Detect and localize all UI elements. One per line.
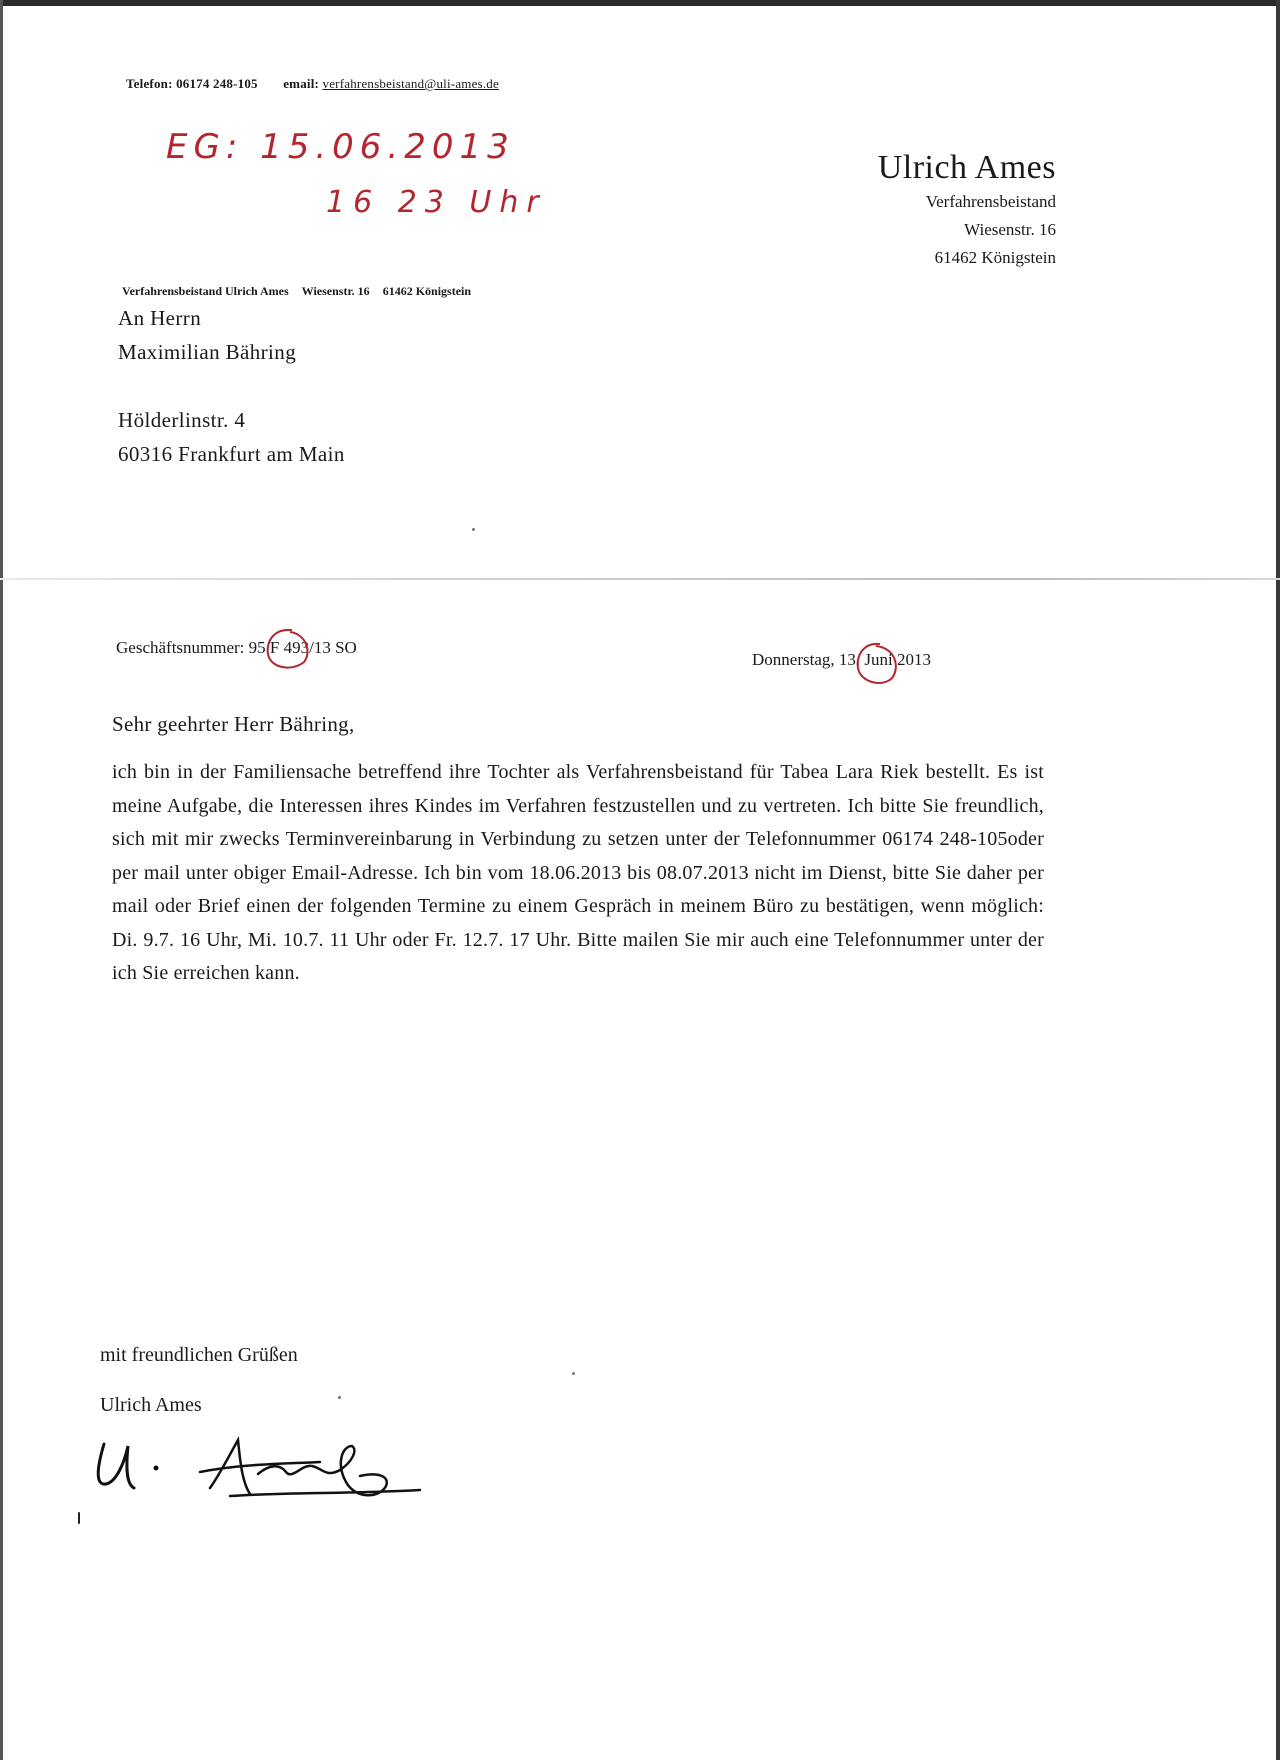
reference-label: Geschäftsnummer: <box>116 638 245 657</box>
return-address <box>122 284 471 299</box>
handwritten-signature <box>90 1424 430 1510</box>
handwritten-note <box>160 120 580 230</box>
scan-speck <box>472 528 475 531</box>
paper-fold-line <box>0 578 1280 580</box>
email-label: email: <box>283 76 320 91</box>
recipient-city: 60316 Frankfurt am Main <box>118 442 345 466</box>
handwritten-note-line1: EG: 15.06.2013 <box>166 127 515 167</box>
recipient-name: Maximilian Bähring <box>118 340 297 364</box>
greeting: Sehr geehrter Herr Bähring, <box>112 712 355 736</box>
letter-body: ich bin in der Familiensache betreffend ihre Tochter als Verfahrensbeistand für Tabea Lara Riek bestellt. Es ist meine Aufgabe, die Interessen ihres Kindes im Verfahren festzustellen und zu vertreten. Ich bitte Sie freundlich, sich mit mir zwecks Terminvereinbarung in Verbindung zu setzen unter der Telefonnummer 06174 248-105oder per mail unter obiger Email-Adresse. Ich bin vom 18.06.2013 bis 08.07.2013 nicht im Dienst, bitte Sie daher per mail oder Brief einen der folgenden Termine zu einem Gespräch in meinem Büro zu bestätigen, wenn möglich: Di. 9.7. 16 Uhr, Mi. 10.7. 11 Uhr oder Fr. 12.7. 17 Uhr. Bitte mailen Sie mir auch eine Telefonnummer unter der ich Sie erreichen kann. <box>112 761 1044 984</box>
return-name: Verfahrensbeistand Ulrich Ames <box>122 284 289 298</box>
reference-line <box>116 638 357 658</box>
scan-edge-top <box>0 0 1280 6</box>
sender-city: 61462 Königstein <box>934 248 1056 267</box>
signature-name: Ulrich Ames <box>100 1394 202 1416</box>
sender-title: Verfahrensbeistand <box>925 192 1056 211</box>
sender-name: Ulrich Ames <box>877 149 1056 186</box>
scan-speck <box>572 1372 575 1375</box>
return-street: Wiesenstr. 16 <box>301 284 370 298</box>
recipient-street: Hölderlinstr. 4 <box>118 408 246 432</box>
email-link[interactable]: verfahrensbeistand@uli-ames.de <box>322 76 499 91</box>
scan-speck <box>338 1396 341 1399</box>
letter-date: Donnerstag, 13. Juni 2013 <box>752 650 931 669</box>
scan-mark <box>78 1512 80 1524</box>
handwritten-note-line2: 16 23 Uhr <box>326 185 547 220</box>
phone-number: Telefon: 06174 248-105 <box>126 76 258 91</box>
recipient-salutation: An Herrn <box>118 306 202 330</box>
scan-edge-right <box>1276 0 1280 1760</box>
reference-number: 95 F 493/13 SO <box>248 638 357 657</box>
sender-block <box>878 148 1056 272</box>
contact-line <box>126 76 499 92</box>
return-city: 61462 Königstein <box>382 284 472 298</box>
sender-street: Wiesenstr. 16 <box>964 220 1056 239</box>
scan-edge-left <box>0 0 3 1760</box>
closing: mit freundlichen Grüßen <box>100 1344 298 1366</box>
